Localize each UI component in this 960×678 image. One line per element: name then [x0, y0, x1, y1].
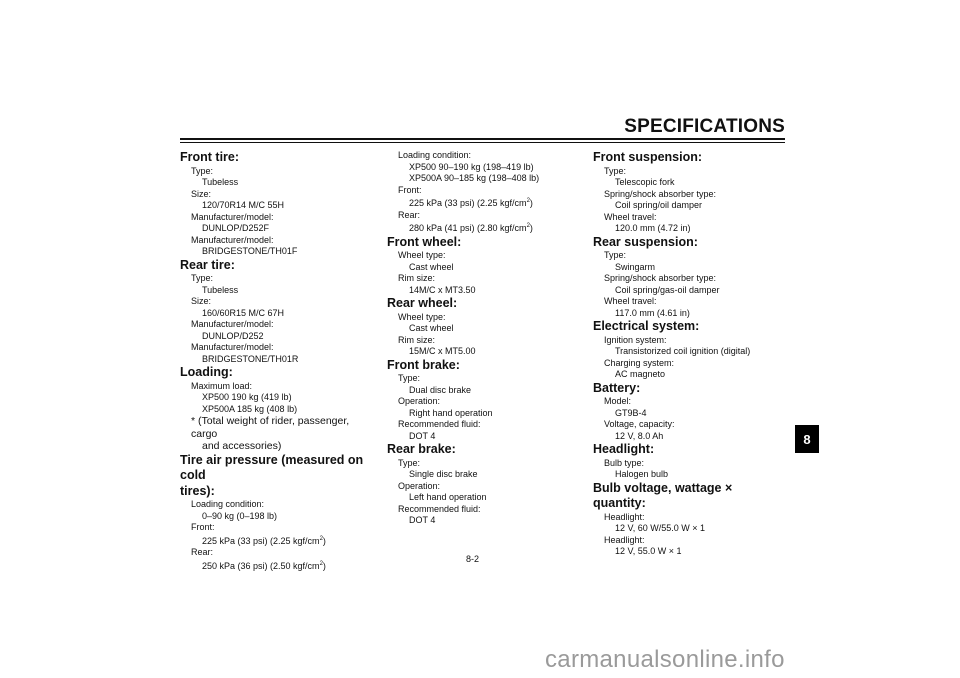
spec-value: AC magneto — [615, 369, 666, 379]
spec-label: Type: — [604, 250, 627, 260]
spec-label: Maximum load: — [191, 380, 253, 391]
spec-label: Headlight: — [604, 534, 645, 545]
column-2 — [387, 150, 579, 527]
spec-value — [180, 534, 372, 548]
rear-suspension-heading: Rear suspension: — [593, 234, 698, 249]
spec-label: Bulb type: — [604, 457, 645, 468]
spec-label: Type: — [398, 373, 421, 383]
front-wheel-heading: Front wheel: — [387, 234, 462, 249]
pressure-text: 225 kPa (33 psi) (2.25 kgf/cm — [409, 198, 527, 208]
spec-value: 15M/C x MT5.00 — [409, 346, 476, 356]
spec-label: Size: — [191, 296, 212, 306]
spec-label: Type: — [604, 165, 627, 176]
front-suspension-heading: Front suspension: — [593, 150, 703, 164]
chapter-tab[interactable]: 8 — [795, 425, 819, 453]
spec-label: Rim size: — [398, 273, 436, 283]
superscript: 2 — [319, 560, 323, 567]
pressure-text: 250 kPa (36 psi) (2.50 kgf/cm — [202, 560, 320, 571]
rear-wheel-heading: Rear wheel: — [387, 296, 458, 310]
spec-value: Swingarm — [615, 261, 656, 272]
spec-value: 160/60R15 M/C 67H — [202, 307, 285, 318]
spec-value: XP500 190 kg (419 lb) — [202, 392, 292, 402]
header-rule-thin — [180, 142, 785, 143]
front-brake-heading: Front brake: — [387, 357, 460, 372]
spec-label: Charging system: — [604, 357, 675, 368]
superscript: 2 — [526, 198, 530, 204]
spec-label: Type: — [191, 273, 214, 283]
spec-label: Manufacturer/model: — [191, 234, 274, 245]
spec-value: XP500A 90–185 kg (198–408 lb) — [409, 173, 540, 183]
superscript: 2 — [526, 223, 530, 229]
spec-value: 12 V, 8.0 Ah — [615, 430, 664, 441]
spec-value: Cast wheel — [409, 261, 454, 272]
page-number: 8-2 — [466, 554, 480, 564]
rear-brake-heading: Rear brake: — [387, 442, 456, 456]
pressure-close: ) — [322, 535, 326, 546]
spec-value: Tubeless — [202, 284, 239, 295]
spec-value: GT9B-4 — [615, 407, 647, 418]
tire-pressure-heading: Tire air pressure (measured on cold — [180, 452, 364, 482]
spec-label: Wheel travel: — [604, 296, 657, 306]
spec-value: DOT 4 — [409, 430, 436, 441]
spec-label: Manufacturer/model: — [191, 319, 274, 329]
spec-label: Spring/shock absorber type: — [604, 188, 717, 199]
pressure-text: 280 kPa (41 psi) (2.80 kgf/cm — [409, 223, 527, 233]
spec-label: Rim size: — [398, 334, 436, 345]
spec-value: 120/70R14 M/C 55H — [202, 200, 285, 210]
spec-value: Cast wheel — [409, 323, 454, 333]
spec-value: Transistorized coil ignition (digital) — [615, 346, 751, 356]
front-tire-heading: Front tire: — [180, 150, 240, 164]
spec-label: Front: — [398, 184, 422, 195]
spec-label: Ignition system: — [604, 334, 667, 345]
pressure-close: ) — [529, 198, 533, 208]
spec-label: Voltage, capacity: — [604, 419, 675, 429]
spec-label: Recommended fluid: — [398, 503, 481, 514]
spec-label: Model: — [604, 396, 632, 406]
pressure-close: ) — [529, 223, 533, 233]
loading-heading: Loading: — [180, 365, 233, 379]
loading-note: * (Total weight of rider, passenger, cargo — [191, 415, 350, 440]
spec-value: 117.0 mm (4.61 in) — [615, 307, 690, 318]
headlight-heading: Headlight: — [593, 442, 655, 456]
bulb-heading: Bulb voltage, wattage × quantity: — [593, 480, 733, 510]
electrical-heading: Electrical system: — [593, 319, 700, 333]
spec-value: Tubeless — [202, 177, 239, 187]
rear-tire-heading: Rear tire: — [180, 257, 235, 272]
spec-label: Operation: — [398, 396, 441, 406]
spec-label: Front: — [191, 522, 215, 532]
header-rule-thick — [180, 138, 785, 140]
spec-value: DOT 4 — [409, 515, 436, 525]
spec-value: Dual disc brake — [409, 384, 472, 395]
spec-label: Loading condition: — [191, 499, 265, 509]
spec-value: BRIDGESTONE/TH01R — [202, 353, 299, 364]
spec-value: 0–90 kg (0–198 lb) — [202, 510, 278, 521]
battery-heading: Battery: — [593, 380, 641, 395]
spec-value: Coil spring/gas-oil damper — [615, 284, 720, 295]
spec-value: BRIDGESTONE/TH01F — [202, 246, 298, 256]
spec-value — [180, 559, 372, 573]
spec-label: Manufacturer/model: — [191, 211, 274, 222]
spec-label: Recommended fluid: — [398, 419, 481, 429]
spec-value: 14M/C x MT3.50 — [409, 284, 476, 295]
superscript: 2 — [319, 535, 323, 542]
spec-value: Coil spring/oil damper — [615, 200, 703, 210]
spec-label: Rear: — [398, 209, 421, 220]
spec-value: Halogen bulb — [615, 469, 669, 479]
spec-value: Single disc brake — [409, 469, 478, 479]
spec-value: 12 V, 60 W/55.0 W × 1 — [615, 523, 705, 533]
spec-value: XP500A 185 kg (408 lb) — [202, 403, 298, 414]
spec-value: Right hand operation — [409, 407, 493, 418]
tire-pressure-heading-cont: tires): — [180, 483, 215, 498]
column-3 — [593, 150, 785, 558]
spec-value: DUNLOP/D252F — [202, 223, 270, 233]
watermark: carmanualsonline.info — [545, 646, 785, 673]
spec-label: Type: — [398, 457, 421, 468]
spec-value: DUNLOP/D252 — [202, 330, 264, 341]
spec-value: XP500 90–190 kg (198–419 lb) — [409, 161, 534, 172]
spec-label: Wheel type: — [398, 311, 446, 322]
spec-value: Telescopic fork — [615, 177, 675, 187]
pressure-close: ) — [322, 560, 326, 571]
page-title: SPECIFICATIONS — [624, 116, 785, 137]
spec-value — [387, 196, 579, 210]
spec-label: Spring/shock absorber type: — [604, 273, 717, 283]
spec-label: Wheel type: — [398, 250, 446, 260]
spec-value — [387, 221, 579, 235]
loading-note-cont: and accessories) — [202, 440, 282, 452]
column-1 — [180, 150, 372, 572]
spec-label: Type: — [191, 165, 214, 176]
spec-label: Wheel travel: — [604, 211, 657, 222]
spec-value: 12 V, 55.0 W × 1 — [615, 546, 682, 556]
spec-label: Rear: — [191, 547, 214, 557]
spec-label: Manufacturer/model: — [191, 342, 274, 352]
spec-label: Size: — [191, 188, 212, 199]
spec-value: Left hand operation — [409, 492, 487, 502]
spec-label: Headlight: — [604, 511, 645, 522]
pressure-text: 225 kPa (33 psi) (2.25 kgf/cm — [202, 535, 320, 546]
spec-label: Loading condition: — [398, 150, 472, 160]
spec-label: Operation: — [398, 480, 441, 491]
spec-value: 120.0 mm (4.72 in) — [615, 223, 691, 233]
